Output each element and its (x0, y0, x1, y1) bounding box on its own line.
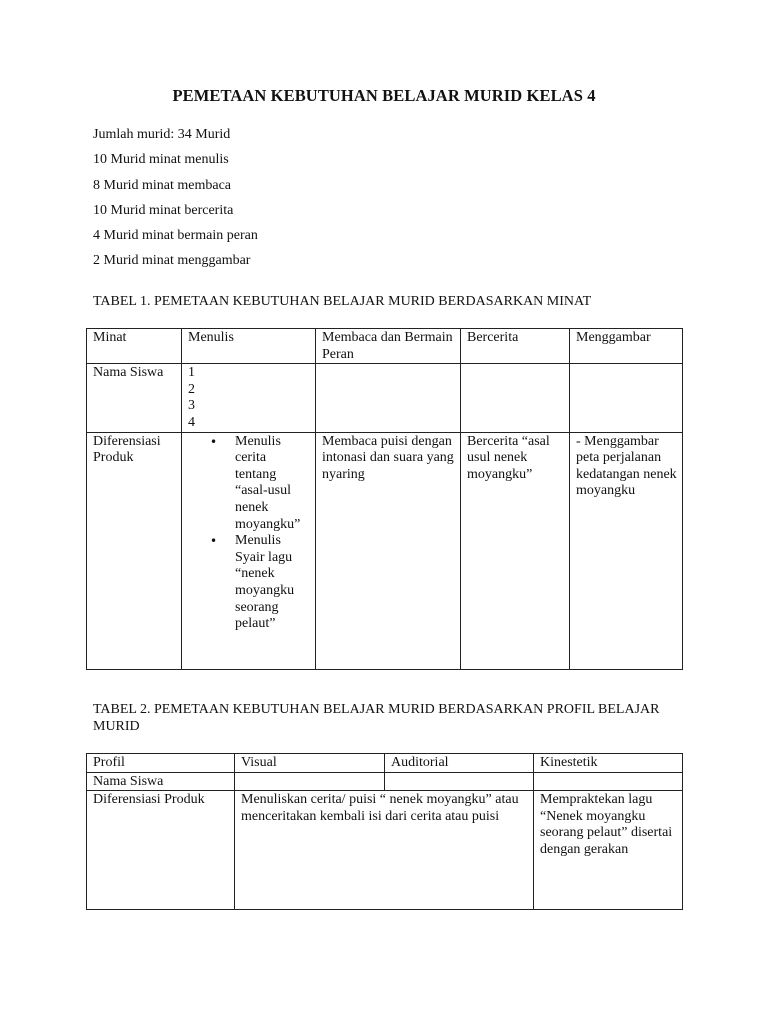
student-number: 4 (188, 414, 195, 430)
table-learning-profile-mapping (86, 753, 683, 910)
table1-row-nama-siswa (87, 364, 683, 432)
table1-membaca-product: Membaca puisi dengan intonasi dan suara yang nyaring (316, 432, 461, 669)
table-interest-mapping (86, 328, 683, 670)
table1-nama-siswa-label: Nama Siswa (87, 364, 182, 432)
summary-bermain-peran: 4 Murid minat bermain peran (93, 228, 258, 244)
table1-menulis-products (182, 432, 316, 669)
table2-header-visual: Visual (235, 754, 385, 773)
summary-total: Jumlah murid: 34 Murid (93, 127, 231, 142)
menulis-bullet-list (188, 434, 310, 633)
summary-membaca: 8 Murid minat membaca (93, 177, 232, 193)
bullet-item: • Menulis Syair lagu “nenek moyangku seorang pelaut” (235, 533, 310, 633)
bullet-item: • Menulis cerita tentang “asal-usul nenek moyangku” (235, 434, 310, 534)
table1-header-membaca: Membaca dan Bermain Peran (316, 329, 461, 364)
table2-header-profil: Profil (87, 754, 235, 773)
table2-diferensiasi-label: Diferensiasi Produk (87, 791, 235, 910)
table1-header-menulis: Menulis (182, 329, 316, 364)
table1-bercerita-product: Bercerita “asal usul nenek moyangku” (461, 432, 570, 669)
table2-cell-empty (385, 772, 534, 791)
summary-menulis: 10 Murid minat menulis (93, 152, 229, 168)
table2-kinestetik-product: Mempraktekan lagu “Nenek moyangku seorang pelaut” disertai dengan gerakan (534, 791, 683, 910)
table2-header-kinestetik: Kinestetik (534, 754, 683, 773)
table2-visual-auditorial-product: Menuliskan cerita/ puisi “ nenek moyangku” atau menceritakan kembali isi dari cerita atau puisi (235, 791, 534, 910)
table1-cell-empty (570, 364, 683, 432)
table1-cell-empty (316, 364, 461, 432)
table2-row-diferensiasi (87, 791, 683, 910)
student-summary-list (93, 125, 258, 277)
table1-caption: TABEL 1. PEMETAAN KEBUTUHAN BELAJAR MURID BERDASARKAN MINAT (93, 294, 592, 309)
table2-caption: TABEL 2. PEMETAAN KEBUTUHAN BELAJAR MURID BERDASARKAN PROFIL BELAJAR MURID (93, 702, 660, 734)
table1-row-diferensiasi (87, 432, 683, 669)
table2-cell-empty (235, 772, 385, 791)
student-number: 3 (188, 398, 195, 414)
table2-header-row (87, 754, 683, 773)
table1-menggambar-product: - Menggambar peta perjalanan kedatangan nenek moyangku (570, 432, 683, 669)
document-title: PEMETAAN KEBUTUHAN BELAJAR MURID KELAS 4 (172, 86, 596, 105)
student-number: 1 (188, 365, 195, 381)
student-number: 2 (188, 381, 195, 397)
table2-cell-empty (534, 772, 683, 791)
table1-cell-empty (461, 364, 570, 432)
table1-diferensiasi-label: Diferensiasi Produk (87, 432, 182, 669)
table1-header-menggambar: Menggambar (570, 329, 683, 364)
table2-nama-siswa-label: Nama Siswa (87, 772, 235, 791)
table2-header-auditorial: Auditorial (385, 754, 534, 773)
table1-header-row (87, 329, 683, 364)
table1-header-bercerita: Bercerita (461, 329, 570, 364)
summary-bercerita: 10 Murid minat bercerita (93, 202, 234, 218)
summary-menggambar: 2 Murid minat menggambar (93, 253, 251, 269)
table1-student-numbers (182, 364, 316, 432)
table2-row-nama-siswa (87, 772, 683, 791)
table1-header-minat: Minat (87, 329, 182, 364)
